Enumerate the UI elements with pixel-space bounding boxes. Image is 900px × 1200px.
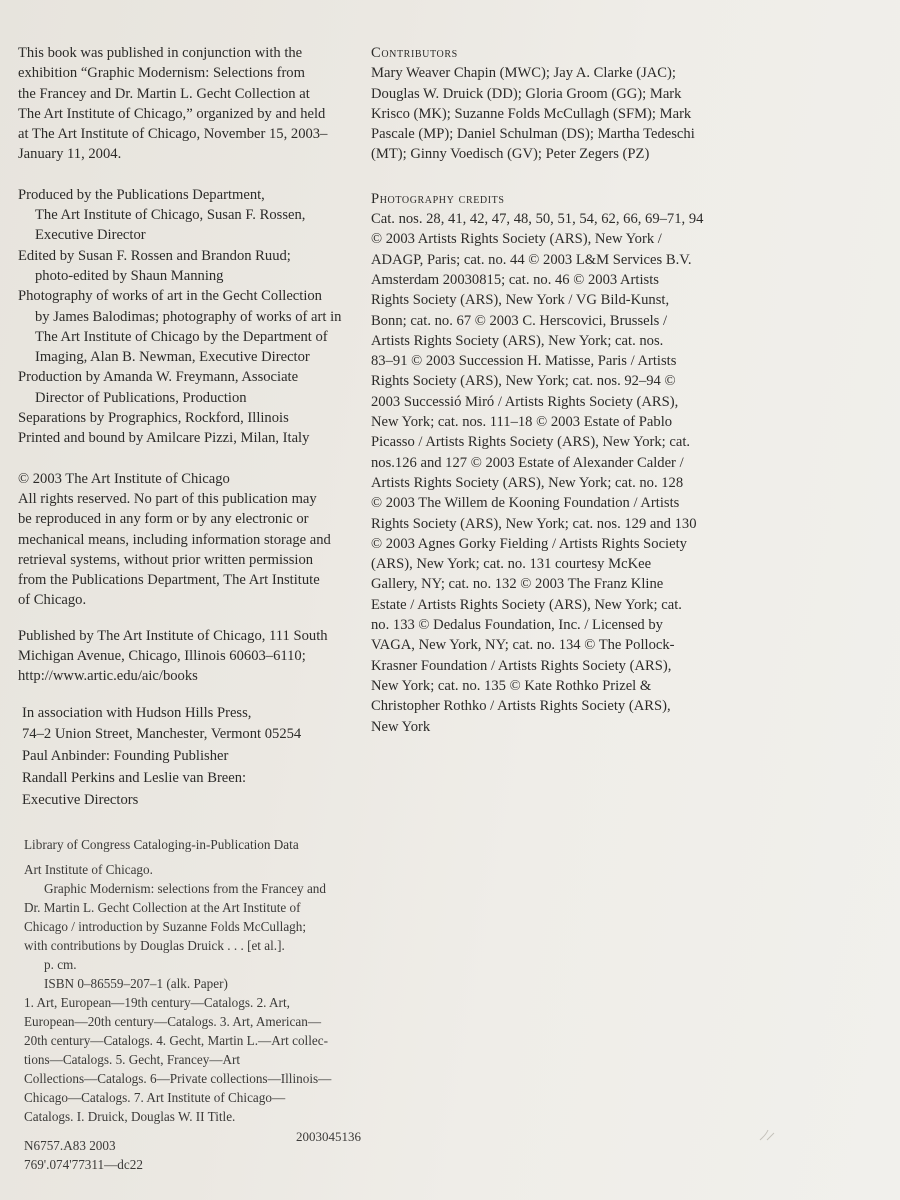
association-line: 74–2 Union Street, Manchester, Vermont 05254	[22, 726, 302, 743]
credits-line: Rights Society (ARS), New York; cat. nos. 129 and 130	[371, 515, 697, 532]
exhibition-line: January 11, 2004.	[18, 146, 122, 163]
photography-credits	[371, 209, 716, 737]
exhibition-note	[18, 43, 363, 165]
production-line: Director of Publications, Production	[35, 389, 247, 406]
lccn-number: 2003045136	[296, 1129, 361, 1144]
contributors-line: Krisco (MK); Suzanne Folds McCullagh (SFM); Mark	[371, 105, 692, 122]
copyright-line: retrieval systems, without prior written permission	[18, 551, 314, 568]
copyright-line: from the Publications Department, The Art Institute	[18, 572, 320, 589]
photography-credits-heading: Photography credits	[371, 190, 505, 207]
contributors-heading: Contributors	[371, 45, 458, 61]
publisher-line: Michigan Avenue, Chicago, Illinois 60603–6110;	[18, 648, 306, 665]
credits-line: 2003 Successió Miró / Artists Rights Society (ARS),	[371, 393, 679, 410]
credits-line: New York; cat. no. 135 © Kate Rothko Prizel &	[371, 677, 652, 694]
association-line: Paul Anbinder: Founding Publisher	[22, 748, 229, 765]
production-line: Printed and bound by Amilcare Pizzi, Milan, Italy	[18, 430, 310, 447]
credits-line: © 2003 The Willem de Kooning Foundation / Artists	[371, 495, 680, 512]
cip-line: 20th century—Catalogs. 4. Gecht, Martin L.—Art collec-	[24, 1032, 328, 1048]
credits-line: Krasner Foundation / Artists Rights Society (ARS),	[371, 657, 672, 674]
production-line: Executive Director	[35, 227, 146, 244]
dewey-number: 769'.074'77311—dc22	[24, 1156, 143, 1172]
association-line: In association with Hudson Hills Press,	[22, 704, 252, 721]
cip-line: with contributions by Douglas Druick . . . [et al.].	[24, 937, 285, 953]
credits-line: Artists Rights Society (ARS), New York; cat. nos.	[371, 332, 664, 349]
contributors-list	[371, 63, 716, 164]
cip-line: tions—Catalogs. 5. Gecht, Francey—Art	[24, 1051, 241, 1067]
production-line: Imaging, Alan B. Newman, Executive Director	[35, 349, 310, 366]
exhibition-line: at The Art Institute of Chicago, November 15, 2003–	[18, 126, 328, 143]
credits-line: New York; cat. nos. 111–18 © 2003 Estate of Pablo	[371, 414, 673, 431]
production-line: Produced by the Publications Department,	[18, 186, 265, 203]
contributors-line: Pascale (MP); Daniel Schulman (DS); Martha Tedeschi	[371, 126, 695, 143]
credits-line: ADAGP, Paris; cat. no. 44 © 2003 L&M Services B.V.	[371, 251, 692, 268]
credits-line: (ARS), New York; cat. no. 131 courtesy McKee	[371, 556, 652, 573]
production-line: by James Balodimas; photography of works of art in	[35, 308, 342, 325]
cip-line: Chicago—Catalogs. 7. Art Institute of Chicago—	[24, 1089, 286, 1105]
cip-line: ISBN 0–86559–207–1 (alk. Paper)	[44, 975, 228, 991]
credits-line: Christopher Rothko / Artists Rights Society (ARS),	[371, 698, 671, 715]
cip-line: Dr. Martin L. Gecht Collection at the Art Institute of	[24, 899, 301, 915]
publisher-line: Published by The Art Institute of Chicago, 111 South	[18, 627, 328, 644]
production-line: The Art Institute of Chicago by the Department of	[35, 328, 328, 345]
cip-heading: Library of Congress Cataloging-in-Publication Data	[24, 836, 299, 852]
production-line: Edited by Susan F. Rossen and Brandon Ruud;	[18, 247, 291, 264]
production-line: Production by Amanda W. Freymann, Associate	[18, 369, 299, 386]
credits-line: no. 133 © Dedalus Foundation, Inc. / Licensed by	[371, 617, 663, 634]
copyright-line: be reproduced in any form or by any electronic or	[18, 511, 309, 528]
credits-line: Rights Society (ARS), New York; cat. nos. 92–94 ©	[371, 373, 676, 390]
credits-line: Picasso / Artists Rights Society (ARS), New York; cat.	[371, 434, 691, 451]
association-line: Executive Directors	[22, 791, 139, 808]
cip-line: p. cm.	[44, 956, 77, 972]
copyright-line: mechanical means, including information storage and	[18, 531, 331, 548]
right-column	[371, 43, 716, 737]
production-line: Separations by Prographics, Rockford, Illinois	[18, 410, 289, 427]
paper-mark-icon	[758, 1128, 776, 1142]
cip-line: Chicago / introduction by Suzanne Folds McCullagh;	[24, 918, 307, 934]
contributors-line: Douglas W. Druick (DD); Gloria Groom (GG); Mark	[371, 85, 682, 102]
production-line: The Art Institute of Chicago, Susan F. Rossen,	[35, 207, 306, 224]
production-credits	[18, 185, 363, 449]
call-number: N6757.A83 2003	[24, 1137, 116, 1153]
production-line: Photography of works of art in the Gecht Collection	[18, 288, 322, 305]
exhibition-line: the Francey and Dr. Martin L. Gecht Collection at	[18, 85, 310, 102]
credits-line: Gallery, NY; cat. no. 132 © 2003 The Franz Kline	[371, 576, 664, 593]
contributors-line: (MT); Ginny Voedisch (GV); Peter Zegers (PZ)	[371, 146, 650, 163]
contributors-line: Mary Weaver Chapin (MWC); Jay A. Clarke (JAC);	[371, 65, 676, 82]
credits-line: Bonn; cat. no. 67 © 2003 C. Herscovici, Brussels /	[371, 312, 668, 329]
copyright-line: All rights reserved. No part of this publication may	[18, 490, 317, 507]
publisher-info	[18, 626, 363, 687]
credits-line: New York	[371, 718, 431, 735]
exhibition-line: The Art Institute of Chicago,” organized by and held	[18, 105, 326, 122]
cip-line: Art Institute of Chicago.	[24, 861, 153, 877]
credits-line: © 2003 Agnes Gorky Fielding / Artists Rights Society	[371, 535, 687, 552]
exhibition-line: This book was published in conjunction with the	[18, 45, 303, 61]
copyright-line: © 2003 The Art Institute of Chicago	[18, 470, 230, 487]
credits-line: Artists Rights Society (ARS), New York; cat. no. 128	[371, 474, 684, 491]
cip-block	[18, 835, 363, 1174]
publisher-url: http://www.artic.edu/aic/books	[18, 668, 198, 685]
association-info	[18, 703, 363, 812]
credits-line: 83–91 © 2003 Succession H. Matisse, Paris / Artists	[371, 353, 677, 370]
copyright-line: of Chicago.	[18, 592, 87, 609]
credits-line: nos.126 and 127 © 2003 Estate of Alexander Calder /	[371, 454, 684, 471]
cip-line: Graphic Modernism: selections from the Francey and	[44, 880, 326, 896]
copyright-notice	[18, 469, 363, 611]
cip-line: Collections—Catalogs. 6—Private collections—Illinois—	[24, 1070, 332, 1086]
production-line: photo-edited by Shaun Manning	[35, 267, 224, 284]
credits-line: Cat. nos. 28, 41, 42, 47, 48, 50, 51, 54, 62, 66, 69–71, 94	[371, 211, 704, 228]
credits-line: Rights Society (ARS), New York / VG Bild-Kunst,	[371, 292, 670, 309]
credits-line: Estate / Artists Rights Society (ARS), New York; cat.	[371, 596, 682, 613]
credits-line: Amsterdam 20030815; cat. no. 46 © 2003 Artists	[371, 271, 659, 288]
credits-line: VAGA, New York, NY; cat. no. 134 © The Pollock-	[371, 637, 675, 654]
exhibition-line: exhibition “Graphic Modernism: Selections from	[18, 65, 305, 82]
cip-line: European—20th century—Catalogs. 3. Art, American—	[24, 1013, 322, 1029]
cip-line: Catalogs. I. Druick, Douglas W. II Title.	[24, 1108, 236, 1124]
left-column	[18, 43, 363, 1174]
association-line: Randall Perkins and Leslie van Breen:	[22, 770, 247, 786]
cip-line: 1. Art, European—19th century—Catalogs. 2. Art,	[24, 994, 290, 1010]
credits-line: © 2003 Artists Rights Society (ARS), New York /	[371, 231, 662, 248]
